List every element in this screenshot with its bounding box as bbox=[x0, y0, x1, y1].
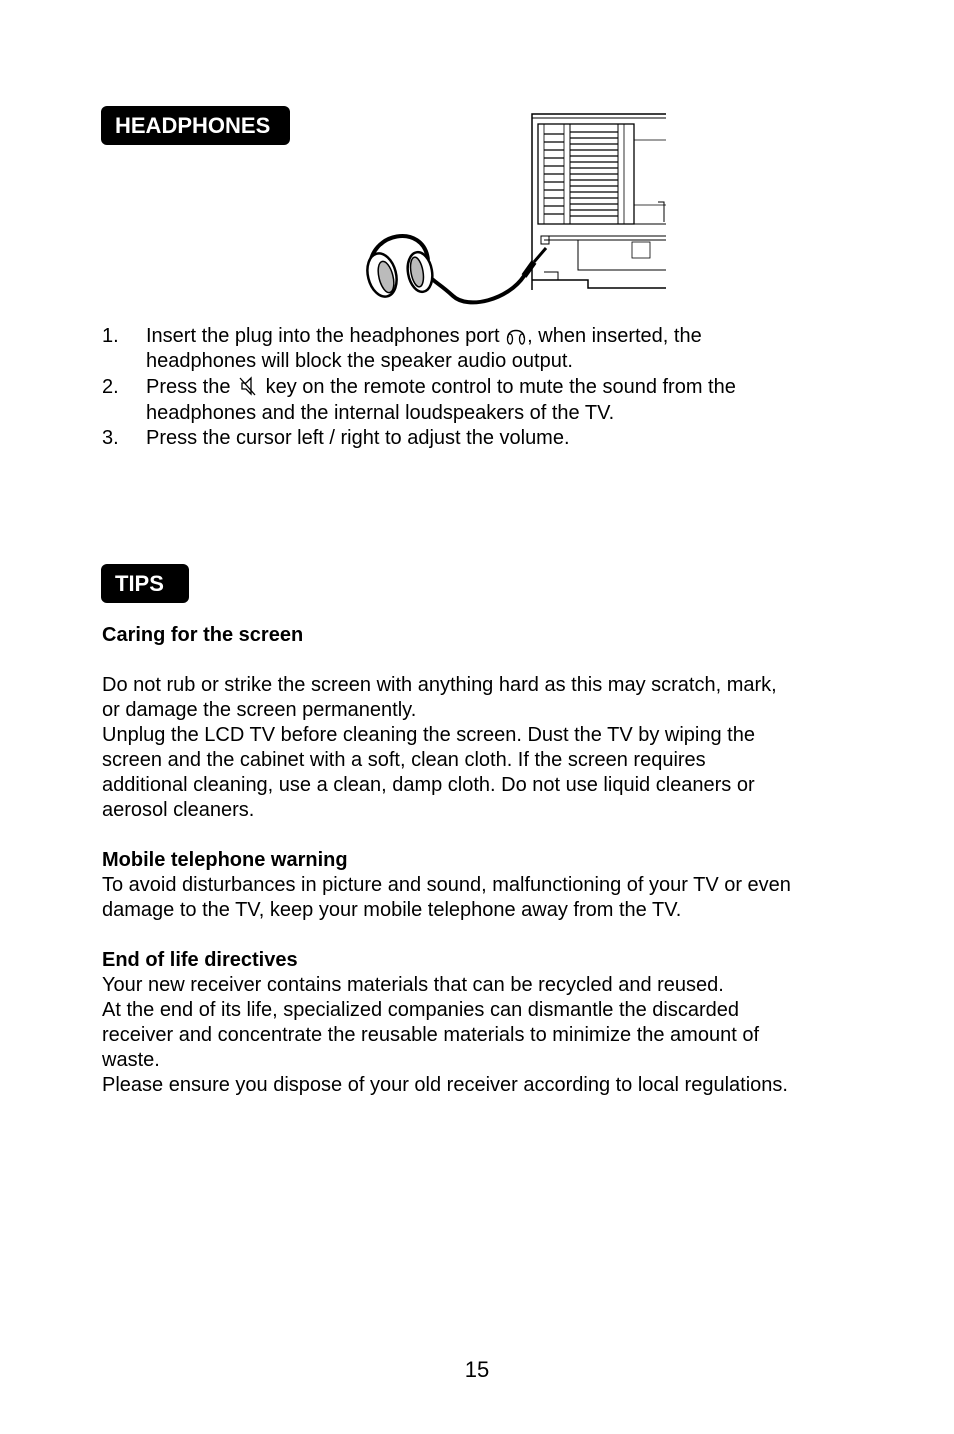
end-of-life-heading: End of life directives bbox=[102, 949, 298, 971]
caring-screen-text: Unplug the LCD TV before cleaning the screen. Dust the TV by wiping the bbox=[102, 724, 755, 746]
step-number: 2. bbox=[102, 376, 119, 398]
step-text: Insert the plug into the headphones port bbox=[146, 325, 506, 347]
caring-screen-text: screen and the cabinet with a soft, clean cloth. If the screen requires bbox=[102, 749, 706, 771]
step-text: key on the remote control to mute the sound from the bbox=[260, 376, 736, 398]
step-number: 1. bbox=[102, 325, 119, 347]
step-1 bbox=[102, 324, 862, 374]
headphone-port-icon bbox=[505, 324, 527, 346]
step-text: headphones and the internal loudspeakers of the TV. bbox=[146, 402, 615, 424]
headphones-section-badge: HEADPHONES bbox=[101, 106, 290, 145]
end-of-life-text: waste. bbox=[102, 1049, 160, 1071]
caring-screen-text: additional cleaning, use a clean, damp cloth. Do not use liquid cleaners or bbox=[102, 774, 755, 796]
caring-screen-text: Do not rub or strike the screen with anything hard as this may scratch, mark, bbox=[102, 674, 777, 696]
step-text: , when inserted, the bbox=[527, 325, 702, 347]
mobile-warning-heading: Mobile telephone warning bbox=[102, 849, 348, 871]
tips-content bbox=[102, 623, 862, 1098]
mute-icon bbox=[236, 375, 260, 397]
step-text: Press the bbox=[146, 376, 237, 398]
tips-section-badge: TIPS bbox=[101, 564, 189, 603]
end-of-life-text: At the end of its life, specialized companies can dismantle the discarded bbox=[102, 999, 740, 1021]
mobile-warning-text: damage to the TV, keep your mobile telephone away from the TV. bbox=[102, 899, 682, 921]
end-of-life-text: Your new receiver contains materials that can be recycled and reused. bbox=[102, 974, 724, 996]
caring-screen-text: or damage the screen permanently. bbox=[102, 699, 417, 721]
headphone-cable bbox=[428, 275, 524, 302]
headphones-connection-illustration bbox=[358, 110, 668, 310]
step-3 bbox=[102, 426, 862, 451]
headphone-plug bbox=[524, 248, 546, 276]
end-of-life-text: receiver and concentrate the reusable materials to minimize the amount of bbox=[102, 1024, 760, 1046]
step-2 bbox=[102, 374, 862, 426]
tv-vent-lines bbox=[544, 132, 618, 216]
tv-back-panel bbox=[532, 114, 666, 290]
caring-screen-text: aerosol cleaners. bbox=[102, 799, 255, 821]
page-number: 15 bbox=[464, 1357, 490, 1382]
headphones-steps-list bbox=[102, 324, 862, 451]
step-text: Press the cursor left / right to adjust the volume. bbox=[146, 427, 570, 449]
caring-screen-heading: Caring for the screen bbox=[102, 624, 304, 646]
headphones-icon bbox=[363, 236, 435, 300]
step-text: headphones will block the speaker audio output. bbox=[146, 350, 573, 372]
end-of-life-text: Please ensure you dispose of your old receiver according to local regulations. bbox=[102, 1074, 788, 1096]
step-number: 3. bbox=[102, 427, 119, 449]
mobile-warning-text: To avoid disturbances in picture and sound, malfunctioning of your TV or even bbox=[102, 874, 791, 896]
